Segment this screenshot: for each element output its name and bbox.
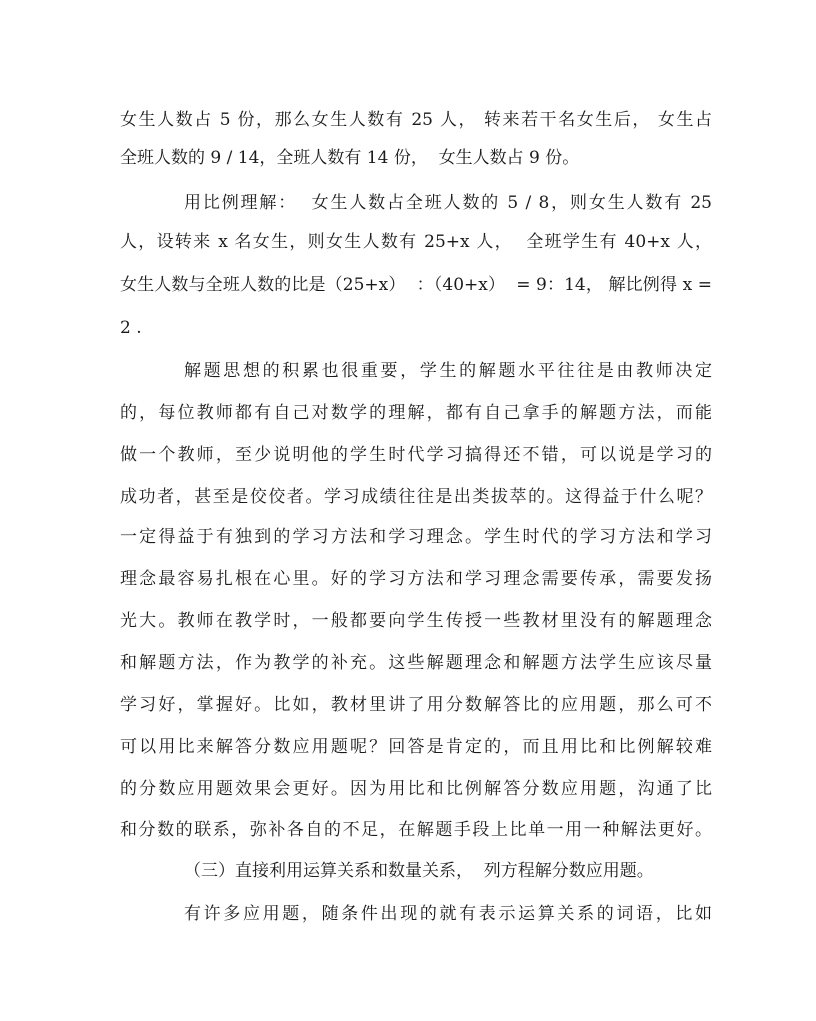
paragraph-line: 的，每位教师都有自己对数学的理解，都有自己拿手的解题方法，而能 [120, 403, 712, 423]
paragraph-line: 全班人数的 9 / 14，全班人数有 14 份， 女生人数占 9 份。 [120, 148, 580, 168]
paragraph-line: 有许多应用题，随条件出现的就有表示运算关系的词语，比如 [184, 904, 712, 924]
paragraph-line: 做一个教师，至少说明他的学生时代学习搞得还不错，可以说是学习的 [120, 445, 712, 465]
paragraph-line: 2 . [120, 318, 142, 338]
paragraph-line: 学习好，掌握好。比如，教材里讲了用分数解答比的应用题，那么可不 [120, 695, 712, 715]
paragraph-line: 和解题方法，作为教学的补充。这些解题理念和解题方法学生应该尽量 [120, 653, 712, 673]
section-heading: （三）直接利用运算关系和数量关系， 列方程解分数应用题。 [184, 861, 654, 881]
paragraph-line: 一定得益于有独到的学习方法和学习理念。学生时代的学习方法和学习 [120, 527, 712, 547]
paragraph-line: 人，设转来 x 名女生，则女生人数有 25+x 人， 全班学生有 40+x 人， [120, 232, 712, 252]
paragraph-line: 成功者，甚至是佼佼者。学习成绩往往是出类拔萃的。这得益于什么呢？ [120, 487, 712, 507]
paragraph-line: 女生人数占 5 份，那么女生人数有 25 人， 转来若干名女生后， 女生占 [120, 110, 712, 130]
paragraph-line: 用比例理解： 女生人数占全班人数的 5 / 8，则女生人数有 25 [184, 193, 712, 213]
paragraph-line: 光大。教师在教学时，一般都要向学生传授一些教材里没有的解题理念 [120, 611, 712, 631]
paragraph-line: 理念最容易扎根在心里。好的学习方法和学习理念需要传承，需要发扬 [120, 569, 712, 589]
paragraph-line: 可以用比来解答分数应用题呢？回答是肯定的，而且用比和比例解较难 [120, 737, 712, 757]
paragraph-line: 和分数的联系，弥补各自的不足，在解题手段上比单一用一种解法更好。 [120, 820, 712, 840]
paragraph-line: 女生人数与全班人数的比是（25+x） ：（40+x） = 9：14， 解比例得 x = [120, 275, 712, 295]
paragraph-line: 解题思想的积累也很重要，学生的解题水平往往是由教师决定 [184, 361, 712, 381]
paragraph-line: 的分数应用题效果会更好。因为用比和比例解答分数应用题，沟通了比 [120, 779, 712, 799]
